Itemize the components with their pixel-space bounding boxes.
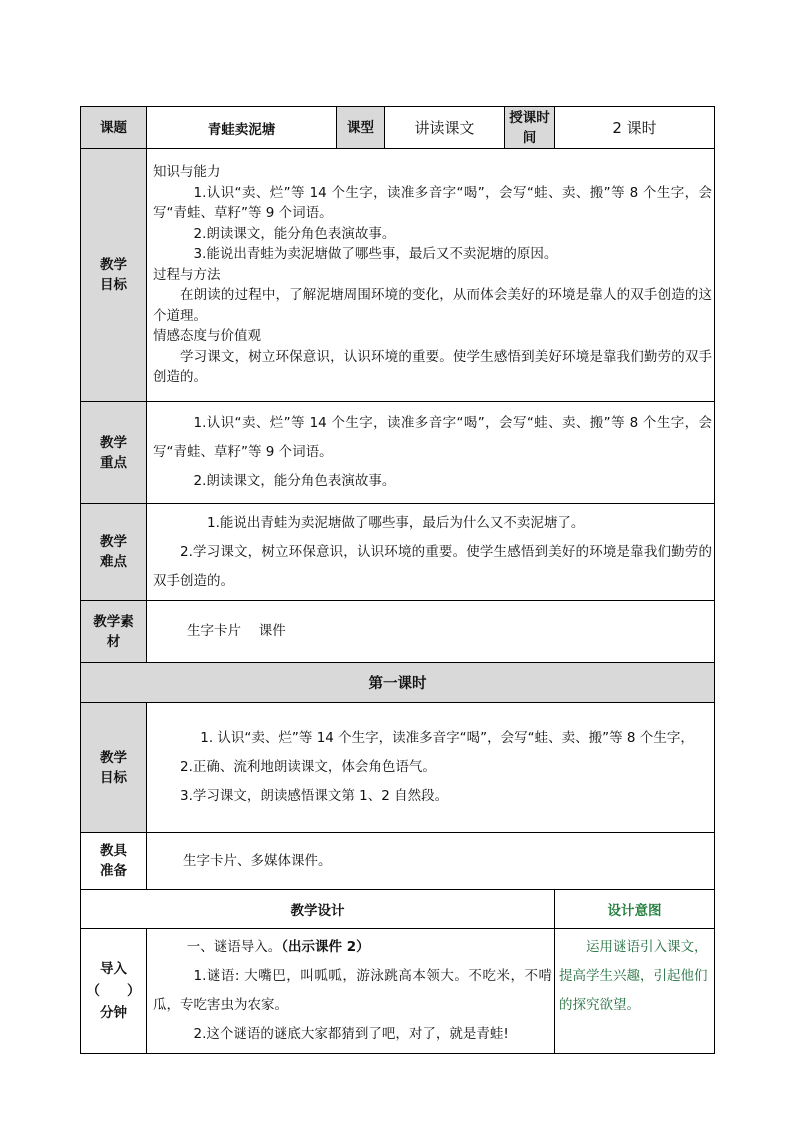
design-header: 教学设计 [81,890,555,929]
goals-sec3-text: 学习课文，树立环保意识，认识环境的重要。使学生感悟到美好环境是靠我们勤劳的双手创造的。 [153,348,712,386]
lesson1-goal-2: 2.正确、流利地朗读课文，体会角色语气。 [180,759,436,775]
prep-row [81,833,715,890]
goals-sec2-text: 在朗读的过程中，了解泥塘周围环境的变化，从而体会美好的环境是靠人的双手创造的这个道理。 [153,287,712,324]
lesson-plan-table [80,106,715,1054]
difficulties-content [147,504,715,601]
design-header-row [81,890,715,929]
topic-value: 青蛙卖泥塘 [147,107,337,149]
key-point-1: 1.认识“卖、烂”等 14 个生字，读准多音字“喝”，会写“蛙、卖、搬”等 8 个生字，会写“青蛙、草籽”等 9 个词语。 [153,415,712,460]
intro-answer: 2.这个谜语的谜底大家都猜到了吧，对了，就是青蛙! [193,1026,509,1042]
type-label: 课型 [337,107,385,149]
materials-value: 生字卡片 课件 [147,601,715,663]
topic-label: 课题 [81,107,147,149]
lesson1-goals-content [147,703,715,833]
goals-sec3-title: 情感态度与价值观 [153,328,261,345]
lesson1-goal-1: 1. 认识“卖、烂”等 14 个生字，读准多音字“喝”，会写“蛙、卖、搬”等 8 个生字， [200,730,694,746]
goals-sec2-title: 过程与方法 [153,266,221,283]
intro-riddle: 1.谜语: 大嘴巴，叫呱呱，游泳跳高本领大。不吃米，不啃瓜，专吃害虫为农家。 [153,968,552,1013]
difficulties-label: 教学难点 [81,504,147,601]
intro-label [81,929,147,1054]
materials-row [81,601,715,663]
goals-line-3: 3.能说出青蛙为卖泥塘做了哪些事，最后又不卖泥塘的原因。 [193,246,558,263]
intro-intent [555,929,715,1054]
intro-row [81,929,715,1054]
difficulty-1: 1.能说出青蛙为卖泥塘做了哪些事，最后为什么又不卖泥塘了。 [207,514,585,531]
goals-line-2: 2.朗读课文，能分角色表演故事。 [193,225,396,242]
intro-step-title-line [153,933,552,962]
key-points-label: 教学重点 [81,402,147,504]
intro-content [147,929,555,1054]
goals-content [147,149,715,402]
time-label: 授课时间 [505,107,555,149]
type-value: 讲读课文 [385,107,505,149]
intent-header: 设计意图 [555,890,715,929]
lesson1-goal-3: 3.学习课文，朗读感悟课文第 1、2 自然段。 [180,788,449,804]
intro-label-line-2: （ ） [86,983,141,999]
goals-label: 教学目标 [81,149,147,402]
lesson1-goals-row [81,703,715,833]
time-value: 2 课时 [555,107,715,149]
materials-label: 教学素材 [81,601,147,663]
goals-row [81,149,715,402]
intro-intent-text: 运用谜语引入课文，提高学生兴趣，引起他们的探究欲望。 [559,939,708,1013]
goals-sec1-title: 知识与能力 [153,164,221,181]
difficulty-2: 2.学习课文，树立环保意识，认识环境的重要。使学生感悟到美好的环境是靠我们勤劳的双手创造的。 [153,543,712,589]
intro-step-title: 一、谜语导入。 [186,939,282,955]
header-row [81,107,715,149]
key-point-2: 2.朗读课文，能分角色表演故事。 [193,473,396,489]
intro-courseware: （出示课件 2） [281,939,370,955]
intro-label-line-3: 分钟 [100,1005,127,1021]
lesson1-title: 第一课时 [81,663,715,703]
goals-line-1: 1.认识“卖、烂”等 14 个生字，读准多音字“喝”，会写“蛙、卖、搬”等 8 个生字，会写“青蛙、草籽”等 9 个词语。 [153,184,712,222]
key-points-row [81,402,715,504]
difficulties-row [81,504,715,601]
lesson1-goals-label: 教学目标 [81,703,147,833]
intro-label-line-1: 导入 [100,961,127,977]
lesson1-title-row [81,663,715,703]
prep-value: 生字卡片、多媒体课件。 [147,833,715,890]
prep-label: 教具准备 [81,833,147,890]
key-points-content [147,402,715,504]
